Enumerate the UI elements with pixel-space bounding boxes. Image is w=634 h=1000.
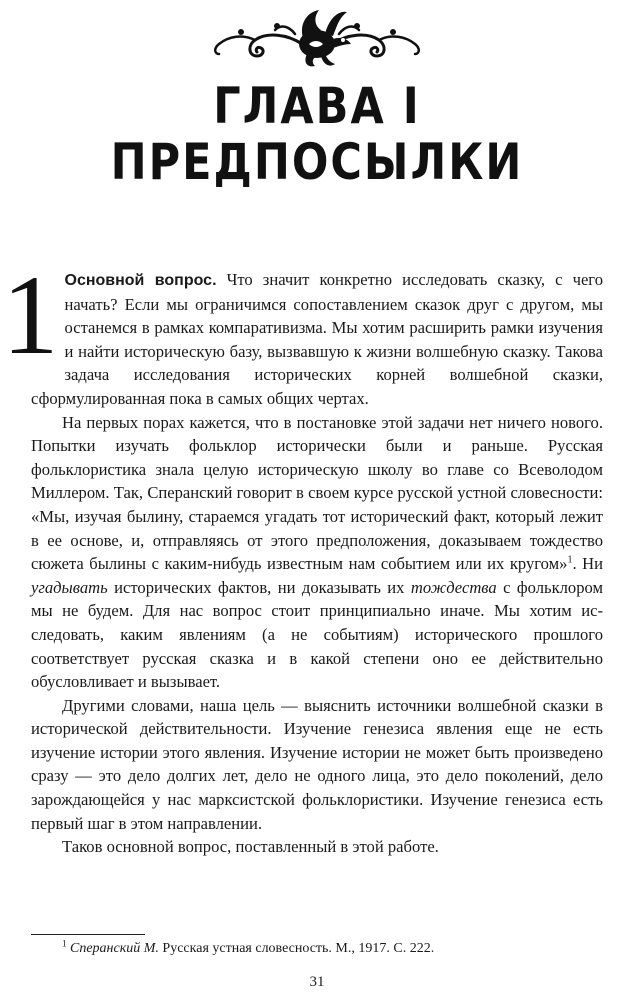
paragraph-2-text-c: исторических фактов, ни доказывать их — [107, 577, 411, 597]
paragraph-1 — [2, 253, 603, 411]
emphasis-identity: тождества — [410, 577, 497, 597]
emphasis-guess: угадывать — [31, 577, 108, 597]
footnote-text: Русская устная словесность. М., 1917. С. 222. — [158, 941, 435, 956]
paragraph-2 — [31, 411, 603, 694]
paragraph-2-text-b: . Ни — [572, 554, 603, 574]
section-number-drop-cap: 1 — [2, 253, 59, 378]
chapter-title-line-2: ПРЕДПОСЫЛКИ — [110, 134, 524, 192]
paragraph-1-text: Что значит конкретно исследовать сказку, с чего начать? Если мы ограничимся сопоставлением сказок друг с другом, мы останемся в рамках компаративизма. Мы хотим расширить рамки изучения и найти историческую базу, вызвавшую к жизни волшебную сказку. Такова задача исследования исторических корней волшебной сказки, сформулированная пока в самых общих чертах. — [31, 270, 603, 408]
paragraph-4: Таков основной вопрос, поставленный в этой работе. — [62, 837, 439, 857]
footnote-author: Сперанский М. — [70, 941, 159, 956]
paragraph-2-text-d: с фольклором мы не будем. Для нас вопрос стоит принципиально иначе. Мы хотим исследовать, каким явлениям (а не событиям) исторического прошлого соответствует русская сказка и в какой степени оно ее действительно обусловливает и вызывает. — [31, 577, 603, 692]
page-number: 31 — [309, 974, 325, 990]
firebird-ornament-icon — [207, 4, 427, 70]
paragraph-2-text-a: На первых порах кажется, что в постановке этой задачи нет ничего нового. Попытки изучать фольклор исторически были и раньше. Русская фольклористика знала целую историческую школу во главе со Всеволодом Миллером. Так, Сперанский говорит в своем курсе русской устной словесности: «Мы, изучая былину, стараемся угадать тот исторический факт, который лежит в ее основе, и, отправляясь от этого предположения, доказываем тождество сюжета былины с каким-нибудь известным нам событием или их кругом» — [31, 412, 603, 574]
footnote — [31, 940, 603, 958]
footnote-number: 1 — [62, 938, 67, 949]
footnote-reference[interactable]: 1 — [567, 554, 573, 566]
chapter-title-line-1: ГЛАВА I — [213, 78, 421, 136]
footnote-divider — [31, 934, 145, 935]
paragraph-3: Другими словами, наша цель — выяснить источники волшебной сказки в исторической действительности. Изучение генезиса явления еще не есть изучение истории этого явления. Изучение истории не может быть произведено сразу — это дело долгих лет, дело не одного лица, это дело поколений, дело зарождающейся у нас марксистской фольклористики. Изучение генезиса есть первый шаг в этом направлении. — [31, 695, 603, 833]
section-heading: Основной вопрос. — [64, 272, 217, 289]
body-text — [2, 253, 603, 859]
